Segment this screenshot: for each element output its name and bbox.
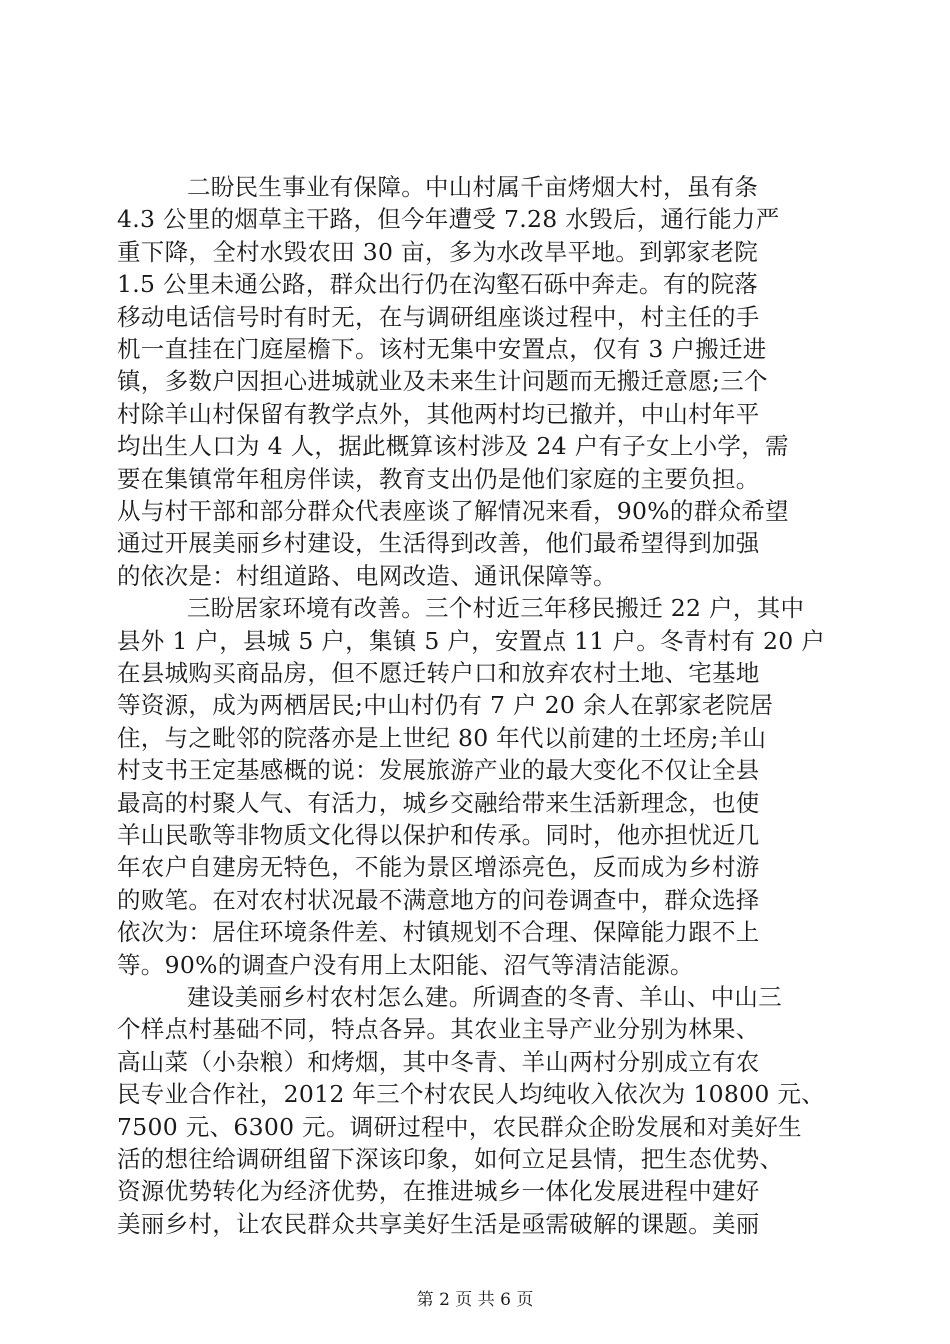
paragraph-line: 年农户自建房无特色，不能为景区增添亮色，反而成为乡村游: [117, 853, 760, 882]
paragraph-line: 等资源，成为两栖居民;中山村仍有 7 户 20 余人在郭家老院居: [117, 691, 774, 720]
paragraph-first-line: 二盼民生事业有保障。中山村属千亩烤烟大村，虽有条: [187, 173, 759, 201]
paragraph-line: 活的想往给调研组留下深该印象，如何立足县情，把生态优势、: [117, 1145, 784, 1173]
paragraph-line: 的依次是：村组道路、电网改造、通讯保障等。: [117, 561, 617, 590]
paragraph-line: 在县城购买商品房，但不愿迁转户口和放弃农村土地、宅基地: [117, 659, 760, 687]
paragraph-first-line: 建设美丽乡村农村怎么建。所调查的冬青、羊山、中山三: [187, 983, 782, 1011]
paragraph-first-line: 三盼居家环境有改善。三个村近三年移民搬迁 22 户，其中: [187, 594, 805, 623]
paragraph-line: 美丽乡村，让农民群众共享美好生活是亟需破解的课题。美丽: [117, 1209, 760, 1238]
paragraph-line: 资源优势转化为经济优势，在推进城乡一体化发展进程中建好: [117, 1177, 760, 1206]
page-footer: 第 2 页 共 6 页: [416, 1290, 534, 1310]
paragraph-line: 村支书王定基感概的说：发展旅游产业的最大变化不仅让全县: [117, 756, 760, 785]
paragraph-line: 村除羊山村保留有教学点外，其他两村均已撤并，中山村年平: [117, 399, 760, 428]
paragraph-line: 重下降，全村水毁农田 30 亩，多为水改旱平地。到郭家老院: [117, 237, 759, 266]
paragraph-line: 机一直挂在门庭屋檐下。该村无集中安置点，仅有 3 户搬迁进: [117, 335, 767, 363]
paragraph-line: 镇，多数户因担心进城就业及未来生计问题而无搬迁意愿;三个: [117, 367, 768, 396]
paragraph-line: 住，与之毗邻的院落亦是上世纪 80 年代以前建的土坯房;羊山: [117, 723, 767, 752]
paragraph-line: 移动电话信号时有时无，在与调研组座谈过程中，村主任的手: [117, 302, 760, 331]
paragraph-line: 7500 元、6300 元。调研过程中，农民群众企盼发展和对美好生: [117, 1112, 802, 1141]
paragraph-line: 1.5 公里未通公路，群众出行仍在沟壑石砾中奔走。有的院落: [117, 270, 759, 299]
paragraph-line: 高山菜（小杂粮）和烤烟，其中冬青、羊山两村分别成立有农: [117, 1047, 760, 1076]
paragraph-line: 等。90%的调查户没有用上太阳能、沼气等清洁能源。: [117, 950, 694, 979]
paragraph-line: 个样点村基础不同，特点各异。其农业主导产业分别为林果、: [117, 1015, 760, 1044]
paragraph-line: 通过开展美丽乡村建设，生活得到改善，他们最希望得到加强: [117, 529, 760, 558]
paragraph-line: 县外 1 户，县城 5 户，集镇 5 户，安置点 11 户。冬青村有 20 户: [117, 626, 826, 655]
paragraph-line: 的败笔。在对农村状况最不满意地方的问卷调查中，群众选择: [117, 885, 760, 914]
paragraph-line: 羊山民歌等非物质文化得以保护和传承。同时，他亦担忧近几: [117, 821, 760, 849]
paragraph-line: 民专业合作社，2012 年三个村农民人均纯收入依次为 10800 元、: [117, 1080, 825, 1109]
paragraph-line: 最高的村聚人气、有活力，城乡交融给带来生活新理念，也使: [117, 788, 760, 817]
paragraph-line: 从与村干部和部分群众代表座谈了解情况来看，90%的群众希望: [117, 497, 789, 525]
paragraph-line: 4.3 公里的烟草主干路，但今年遭受 7.28 水毁后，通行能力严: [117, 205, 780, 234]
paragraph-line: 依次为：居住环境条件差、村镇规划不合理、保障能力跟不上: [117, 918, 760, 947]
paragraph-line: 要在集镇常年租房伴读，教育支出仍是他们家庭的主要负担。: [117, 464, 760, 493]
paragraph-line: 均出生人口为 4 人，据此概算该村涉及 24 户有子女上小学，需: [117, 432, 789, 461]
